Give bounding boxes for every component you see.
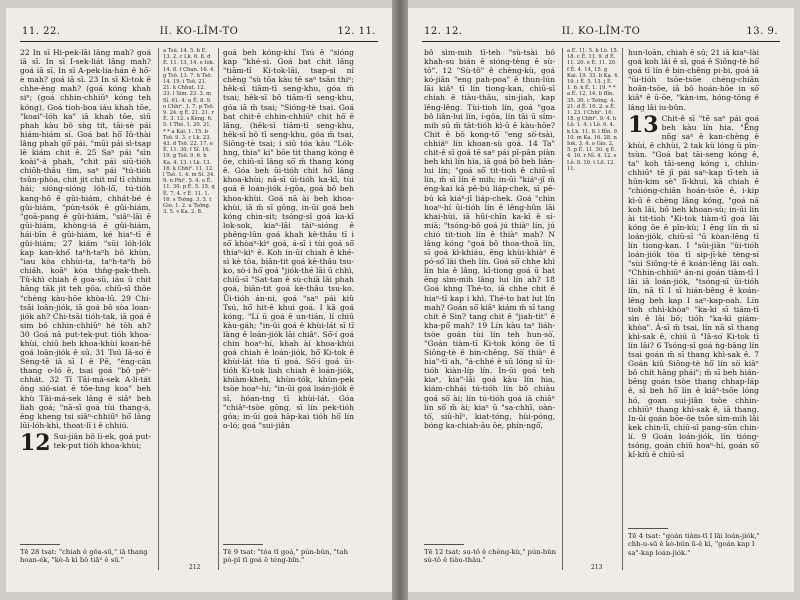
text-column-1 bbox=[20, 48, 151, 536]
right-page bbox=[408, 8, 794, 592]
column-text: Sui-jiân bô li-ek, goá put-tek-put tióh khoa-khùi; bbox=[53, 431, 151, 451]
header-rule bbox=[422, 41, 780, 42]
footnote: Tē 9 tsat: "tóa tī goá," pún-bûn, "tah pó-pī tī goá ê téng-bîn." bbox=[223, 548, 348, 565]
footnote: Tē 12 tsat: su-tô ê chèng-kù," pún-bûn sù-tô ê tiàu-thâu." bbox=[424, 548, 556, 565]
footnote-rule bbox=[628, 528, 668, 529]
chapter-number: 13 bbox=[628, 111, 659, 138]
header-verse-left: 12. 12. bbox=[424, 26, 463, 37]
left-page bbox=[6, 8, 392, 592]
footnote-rule bbox=[223, 544, 263, 545]
header-rule bbox=[20, 41, 378, 42]
book-gutter bbox=[392, 0, 408, 600]
running-head bbox=[424, 26, 778, 42]
column-divider bbox=[562, 48, 563, 570]
header-verse-right: 12. 11. bbox=[337, 26, 376, 37]
column-divider bbox=[622, 48, 623, 570]
column-text: hun-loān, chiah ê sū; 21 iā kiaⁿ-lài goá koh lâi ê sî, goá ê Siōng-tè hō͘ goá tī lín ê bin-chêng pi-bi, goá iā "ūi-tióh tsōe-tsōe chéng-chiān hoān-tsōe, iā bô hoán-hōe in sō͘ kiâⁿ ê ū-ōe, "kàn-im, hóng-tōng ê lâng lāi iu-bûn. bbox=[628, 48, 759, 112]
text-column-1: bô sìm-mih tī-teh "sù-tsài bô khah-su bián ê sióng-tèng ê sù-tô". 12 "Sù-tô" ê chèng-kù, goá kó-jiân "eng pah-poa" ê thun-lún lāi kiâⁿ tī lín tiong-kan, chiū-sī chiah ê tiàu-thâu, sìn-jiah, kap lêng-lêng. Tùi-tioh lín, goá "goa bô liân-lui lín, í-gōa, lín tāi ū sím-mih sū m̄ tāt-tióh kì-ū ê kàu-hōe? Chit ê bô kong-tō͘ "eng sò͘-tsài, chhiáⁿ lín khoan-sù goá. 14 Ta" chit-ê sī goá tē saⁿ pái pī-pān piàn beh khì lín hia, iā goá bô beh liân-lui lín; "goá sō͘ tit-tioh ê chiū-sī lín, m̄ sī lín ê mih; in-ūi "kiáⁿ-jî m̄ èng-kai kā pē-bú liáp-chek, sī pē-bú kā kiáⁿ-jî liáp-chek. Goá "chin hoaⁿ-hí ūi-tióh lín ê lêng-hûn lāi khai-hùi, iā hūi-chīn ka-kī ê sí-miā; "tsóng-bô goá jú thiàⁿ lín, jú chió tit-tioh lín ê thiàⁿ mah? N lâng kóng "goá bô thoa-thoā lín, sī goá kì-khiáu, ēng khùi-khiàⁿ ê pó-só͘ lài theh lín. Goá sō͘ chhe khì lín hia ê lâng, kī-tiong goá ū bat ēng sìm-mih lâng lui lín ah? 18 Goá khng Thé-to, iā chhe chit ê hiaⁿ-tī kap i khì. Thé-to bat lut lín mah? Goán sō͘ kiâⁿ kiám m̄ sī tang chit ê Sin? tang chit ê "jiah-tit" ê kha-pō͘ mah? 19 Lín kàu taⁿ liáh-tsòe goán tùi lín teh hun-sò͘. "Goán tiàm-tī Ki-tok kóng ōe tī Siōng-tè ê bin-chêng. Sò͘ thiàⁿ ê hia"-tī ah, "á-chhé ê sū lóng sī ūi-tióh kiàn-líp lín. In-ūi goá teh kiaⁿ, kia"-lāi goá kàu lín hia, kiám-chhái tú-tióh lín bô chiàu goá sō͘ ài; lín tú-tióh goá iā chiâⁿ lín sō͘ m̄ ài; kiaⁿ ū "sa-chhī, oàn-tò͘, siû-hīⁿ, kiat-tóng, hùi-póng, bóng ka-chiah-āu ōe, phín-ngō͘, bbox=[424, 48, 555, 430]
header-verse-left: 11. 22. bbox=[22, 26, 61, 37]
column-text: Chit-ê sī "tē saⁿ pái goá beh kàu lín hia. "Ēng nñg saⁿ ê kan-chèng ê khùi, ê chhùi, 2 tak kù lóng ū pîn-tsùn. "Goá bat tāi-seng kóng ê, ta" koh tāi-seng kóng i, chhin-chhiūⁿ tē jī pái saⁿ-kap tī-teh iā hūn-kim sè" lī-khui, kā chiah ê "chióng-chiân hoán-tsōe ê, i-kip kì-ū ê chèng lâng kóng, "goá nā koh lâi, bô beh khoan-sù; in-ūi lín ài tit-tioh "Ki-tok tiàm-tī goá lāi kóng ōe ê pîn-kù; I ēng lín m̄ sī loán-jiók, chiū-sī "ū kòan-lêng tī lín tiong-kan. I "sūi-jiân "ūi-tióh loán-jiók tòa tī sip-jī-kè tèng-sí "sùi Siōng-tè ê koán-lêng lâi oah. "Chhin-chhiūⁿ án-ni goán tiàm-tī I lāi iā loán-jiók, "tsóng-sī ūi-tióh lín, nā tī I sī hián-bêng ê koán-lêng beh kap I saⁿ-kap-oah. Lín tioh chhì-khòaⁿ "ka-ki sī tiām-tī sìn ê lāi bô; tióh "ka-kì giám-khòa". Á-sī m̄ tsai, lín nā sī thang khì-sak ê, chiū ū "Iâ-so͘ Ki-tok tī lín lāi? 6 Tsóng-sī goá ǹg-bāng lín tsai goán m̄ sī thang khì-sak ê. 7 Goán kiû Siōng-tè hō͘ lín sò͘ kiâⁿ bô chit hāng phái"; m̄ sī beh hián-bêng goán tsòe thang chhap-láp ê, sī beh hō͘ lín ê kiâⁿ-tsōe lóng hó, goan sui-jiân tsòe chhin-chhiūⁿ thang khì-sak ê, iā thang. In-ūi goán bōe-ōe tsōe sìm-mih lâi kek chin-lī, chiū-sī pang-sūn chin-lí. 9 Goán loán-jiók, lín tióng-tsóng, goán chiū hoaⁿ-hí, goán sō͘ kî-kiû ê chiū-sī bbox=[628, 113, 759, 460]
text-column-2: goá beh kóng-khí Tsú ê "sióng kap "khé-sì. Goá bat chit lâng "tiām-tī Ki-tok-lāi, tsap-sì nî chêng "sù tōa kàu tē saⁿ tsân thiⁿ; hêk-sī tiām-tī seng-khu, góa m̄ tsai; hêk-sī bô tiām-tī seng-khu, góa iā m̄ tsai; "Sióng-tè tsai. Goá bat chit-ê chhin-chhiūⁿ chit hō͘ ê lâng, (hêk-sī tiām-tī seng-khu, hêk-sī bô tī seng-khu, góa m̄ tsai, Siōng-tè tsai; i siū tóa kàu "Lók-hng, thia" ki" bōe tit thang kóng ê ōe, chiū-sī lâng sō͘ m̄ thang kóng ê. Góa beh ūi-tióh chit hō͘ lâng khoa-khùi; nā-sī ūi-tióh ka-kī, tùi goá ê loán-jiók í-gōa, goá bô beh khoa-khùi. Goá nā ài beh khoa-khùi, iā m̄ sī gōng, in-ūi goá beh kóng chin-sit; tsóng-sī goá ka-kī lok-sok, kiaⁿ-lâi tāiⁿ-sióng ê phêng-lūn goá khah kè-thâu tī i sō͘ khòaⁿ-kìⁿ goá, á-sī i tùi goá sō͘ thiaⁿ-kìⁿ ê. Koh in-ūi chiah ê khé-sì kè tōa, biân-tit goá kè-thâu tsu-ko, sò-i hō͘ goá "jiók-thé lāi ū chhì, chiū-sī "Sat-tan ê sù-chiā lâi phah goá, biân-tit goá kè-thâu tsu-ko. Ūi-tióh án-ni, goá "saⁿ pái kiû Tsú, hō͘ hit-ê khui goá. I kā goá kóng, "Lí ū goá ê un-tián, lí chiū kàu-gáh; "in-ūi goá ê khùi-lát sī tī làng ê loán-jiók lāi chiâⁿ. Sō͘-í goá chin hoaⁿ-hí, khah ài khoa-khùi goá chiah ê loán-jiók, hō͘ Ki-tok ê khùi-lát tòa tī goá. Sō͘-í goá ūi-tióh Ki-tok liah chiah ê loán-jiók, khiàm-kheh, khùn-tók, khùn-pek tsòe hoaⁿ-hí; "in-ūi goá loán-jiók ê sî, hóan-tng tī khùi-lát. Góa "chiâⁿ-tsòe gōng, sī lín pek-tióh góa; in-ūi goá hāp-kai tióh hō͘ lín o-ló; goá "sui-jiân bbox=[223, 48, 354, 430]
text-column-2 bbox=[628, 48, 759, 524]
cross-references: a Ê. 11. 5. b Lô. 15. 18. c Ê. 11. 9. d Ê. 11. 20. e Ê. 11. 20. f Ê. 4. 14, 15. g Kai. 19. 33. h Ka. 4. 19. i Ê. 5. 13. j Ê. 1. 6. k Ê. 1. 19. * * a Ê. 12. 14. b Bîn. 35. 30. c Tsōng. 4. 21. d Ê. 10. 2. e Ê. 1. 23. f Chhiⁿ. 10. 18. g Chhiⁿ. 9. 4. h Lô. 1. 4. i Lô. 6. 4. k Lk. 11. 8. l Bîn. 9. 10. m Ka. 16. 28. n Iok. 3. 4. o Gio. 2. 5. p Ê. 11. 30. q Ê. 4. 10. r Nî. 4. 12. s Lô. 8. 10. t Lō. 12. 11. bbox=[567, 48, 619, 172]
column-divider bbox=[218, 48, 219, 570]
column-divider bbox=[158, 48, 159, 570]
footnote-rule bbox=[424, 544, 464, 545]
column-text: 22 In sī Hi-pek-lāi lâng mah? goá iā sī. In sī I-sek-liát lâng mah? goá iā sī. In sī A-pek-lia-hán ê hō͘-è mah? goá iā sī. 23 In sī Ki-tok ê chhe-èng mah? (goá kóng khah siⁿ; (goá chhin-chhiūⁿ kóng teh kóng). Goá tioh-boa iáu khah tōe, "koai"-lóh ka" iā khah tōe, siū phah kàu bô sǹg tit, tāi-sè pái hiám-hiám sí. Goá bat hō͘ Iû-thài lâng phah gō͘ pái, "mūi pái sì-tsap lē kiám chit ê. 25 Saⁿ pái "sìn koài"-á phah, "chit pái siū-tióh chiōh-thâu tìm, saⁿ pái "tú-tióh tsûn-phòa, chit jit chit mî tī chhim hái; sióng-sióng lóh-lō͘, tú-tióh kang-hô ê gûi-hiám, chhát-bé ê gûi-hiám, "pún-tsók ê gûi-hiám, "goā-pang ê gûi-hiám, "siâⁿ-lāi ê gûi-hiám, khòng-iá ê gûi-hiám, hái-bīn ê gûi-hiám, ké hiaⁿ-tī ê gûi-hiám; 27 kiám "sūi lóh-lók kap kan-khó͘ taⁿh-taⁿh bô khùn, "iau kòa chhùi-ta, taⁿh-taⁿh bô chiáh, koâⁿ kòa thǹg-pak-theh. Tû-khì chiah ê goa-sū, iáu ū chit hāng tāk jit teh gōa, chiū-sī thōe "chèng kàu-hōe khòa-lū. 29 Chi-tsāi loân-jiók, iā goá bô sòa loan-jiók ah? Chi-tsāi tióh-tak, iā goá ê sim bô chhin-chhiūⁿ hé tōh ah? 30 Goá nā put-tek-put tióh khoa-khùi, chiū beh khoa-khùi koan-hē goá loân-jiók ê sū. 31 Tsú Iâ-so͘ ê Sèng-tē iā sī I ê Pē, "èng-cān thang o-ló ê, tsai goá "bô pêⁿ-chhát. 32 Tī Tāi-má-sek A-li-tát ông sió-siat ê tōe-hng koa" beh khù Tāi-má-sek lâng ê siâⁿ beh liah goá; "nā-sī goá tùi thang-á, ēng kheng tsi siâⁿ-chhiūⁿ hō͘ lâng lūi-lóh-khì, thoat-lī i ê chhiú. bbox=[20, 48, 151, 430]
footnote: Tē 4 tsat: "goán tiàm-tī I lāi loán-jiók," chh-u-sū ê kò-bûn ū-ê kì, "goán kap I sa"-kap loán-jiók." bbox=[628, 532, 760, 557]
header-verse-right: 13. 9. bbox=[746, 26, 778, 37]
footnote-rule bbox=[20, 544, 60, 545]
header-book-title: II. KO-LÎM-TO bbox=[159, 26, 239, 37]
page-number: 213 bbox=[591, 564, 603, 571]
header-book-title: II. KO-LÎM-TO bbox=[561, 26, 641, 37]
cross-references: a Tsû. 14. 5. b Ê. 13. 2. c Lk. 6. 8. d Ê. 11. 13, 14. e Iok. 14. 8. f Chan. 16. 4. g Tsō. 13. 7. h Tsō. 14. 19. i Tsō. 21. 21. k Chhut. 12. 33. l Sim. 23. 3. m Sî. 61. 4. n Ê. 8. 9. o Chhiⁿ. 1. 7. p Tsō. 9. 24. q Ê. 21. 21. r Ê. 3. 12. s Kèng. 6. 5. t Thé. 1. 20. 21. * * a Kai. 1. 15. b Tsō. 9. 3. c Lk. 23. 43. d Tsō. 22. 17. e Ê. 11. 30. f Sî. 16. 19. g Tsō. 9. 6. h Ka. 4. 13. i Lk. 13. 16. k Chhiⁿ. 11. 12. l Tsô. 1. 4. m Sî. 34. 9. n Phiⁿ. 5. 4. o Ê. 11. 30. p Ê. 5. 15. q Ê. 7. 4. r Ê. 11. 1. 16. s Tsōng. 3. 5. t Gio. 1. 2. u Tsōng. 3. 5. v Ka. 2. 8. bbox=[163, 48, 215, 216]
running-head bbox=[22, 26, 376, 42]
page-number: 212 bbox=[189, 564, 201, 571]
chapter-number: 12 bbox=[20, 429, 51, 456]
footnote: Tē 28 tsat: "chiah ê gōa-sū," iā thang hoan-ék, "kè-ā kì bô tiāⁿ ê sū." bbox=[20, 548, 148, 565]
